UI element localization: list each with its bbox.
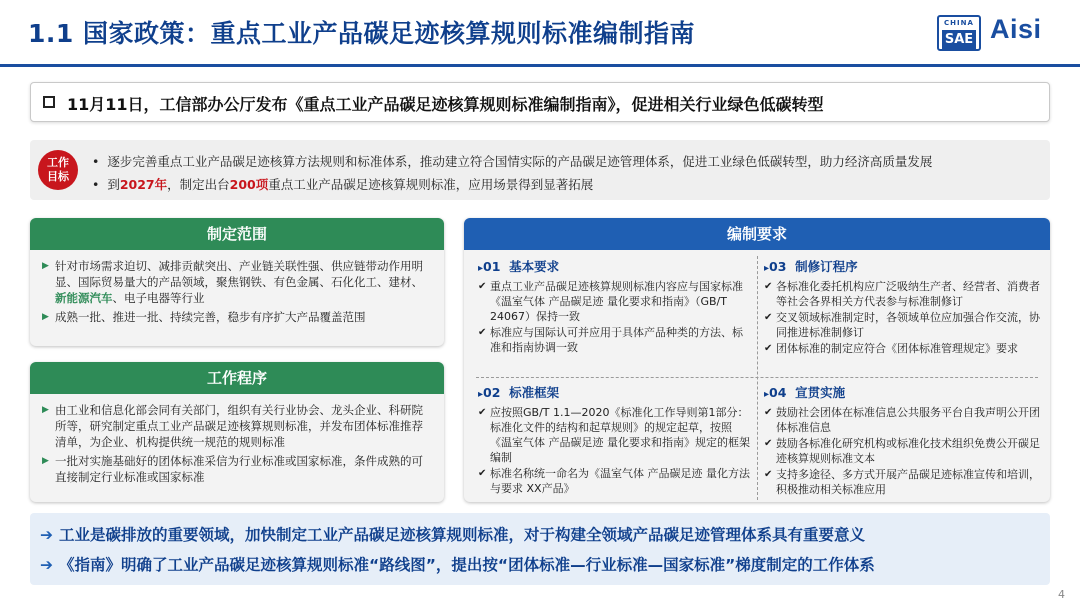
requirement-framework xyxy=(478,384,750,497)
procedure-panel xyxy=(30,362,444,502)
title-bar xyxy=(0,0,1080,66)
check-icon: ✔ xyxy=(764,312,773,323)
requirement-framework-num: 02 xyxy=(483,385,501,400)
summary-box xyxy=(30,513,1050,585)
goal-badge-line1: 工作 xyxy=(47,156,69,169)
requirement-revision-item-text: 各标准化委托机构应广泛吸纳生产者、经营者、消费者等社会各界相关方代表参与标准制修订 xyxy=(776,280,1040,308)
title-divider xyxy=(0,64,1080,67)
requirement-basic-title xyxy=(478,258,750,278)
requirement-implementation-title xyxy=(764,384,1042,404)
requirements-v-divider xyxy=(757,256,758,500)
check-icon: ✔ xyxy=(764,343,773,354)
scope-item-1 xyxy=(42,258,434,306)
goals-box xyxy=(30,140,1050,200)
triangle-bullet-icon: ▶ xyxy=(42,312,49,322)
aisi-logo: Aisi xyxy=(990,14,1042,44)
requirement-implementation-item xyxy=(764,436,1042,466)
requirement-basic-item-text: 标准应与国际认可并应用于具体产品种类的方法、标准和指南协调一致 xyxy=(490,326,743,354)
goal-line-2: • 到2027年，制定出台200项重点工业产品碳足迹核算规则标准，应用场景得到显著拓展 xyxy=(92,177,594,192)
procedure-item-1-text: 由工业和信息化部会同有关部门，组织有关行业协会、龙头企业、科研院所等，研究制定重点工业产品碳足迹核算规则标准，并发布团体标准推荐清单，为企业、机构提供统一规范的规则标准 xyxy=(55,403,423,449)
scope-item-1-post: 、电子电器等行业 xyxy=(112,291,205,305)
headline-box xyxy=(30,82,1050,122)
scope-highlight-nev: 新能源汽车 xyxy=(55,291,113,305)
triangle-bullet-icon: ▶ xyxy=(42,405,49,415)
scope-panel xyxy=(30,218,444,346)
requirement-basic-item xyxy=(478,325,750,355)
goal-line-2-post: 重点工业产品碳足迹核算规则标准，应用场景得到显著拓展 xyxy=(268,177,594,192)
goal-badge-line2: 目标 xyxy=(47,170,69,183)
summary-line-1-text: 工业是碳排放的重要领域，加快制定工业产品碳足迹核算规则标准，对于构建全领域产品碳足迹管理体系具有重要意义 xyxy=(59,526,866,544)
arrow-icon: ▸ xyxy=(478,263,484,274)
goal-year: 2027年 xyxy=(119,177,168,192)
page-number: 4 xyxy=(1058,588,1065,601)
requirement-revision-item xyxy=(764,310,1042,340)
scope-item-2-text: 成熟一批、推进一批、持续完善，稳步有序扩大产品覆盖范围 xyxy=(55,310,366,324)
requirement-framework-item xyxy=(478,466,750,496)
logo-sae-main: SAE xyxy=(942,30,976,49)
procedure-item-2-text: 一批对实施基础好的团体标准采信为行业标准或国家标准，条件成熟的可直接制定行业标准或国家标准 xyxy=(55,454,423,484)
requirement-implementation-label: 宣贯实施 xyxy=(795,385,846,400)
headline-text: 11月11日，工信部办公厅发布《重点工业产品碳足迹核算规则标准编制指南》，促进相关行业绿色低碳转型 xyxy=(67,95,824,114)
arrow-icon: ▸ xyxy=(764,263,770,274)
arrow-right-icon: ➔ xyxy=(40,556,53,574)
goal-line-1: • 逐步完善重点工业产品碳足迹核算方法规则和标准体系，推动建立符合国情实际的产品碳足迹管理体系，促进工业绿色低碳转型，助力经济高质量发展 xyxy=(92,154,933,169)
summary-line-2-text: 《指南》明确了工业产品碳足迹核算规则标准“路线图”，提出按“团体标准—行业标准—国家标准”梯度制定的工作体系 xyxy=(59,556,875,574)
check-icon: ✔ xyxy=(478,468,487,479)
requirement-implementation-item xyxy=(764,467,1042,497)
check-icon: ✔ xyxy=(764,281,773,292)
requirement-implementation-item-text: 鼓励社会团体在标准信息公共服务平台自我声明公开团体标准信息 xyxy=(776,406,1040,434)
requirement-implementation-item-text: 支持多途径、多方式开展产品碳足迹标准宣传和培训，积极推动相关标准应用 xyxy=(776,468,1040,496)
requirement-basic-num: 01 xyxy=(483,259,501,274)
check-icon: ✔ xyxy=(764,469,773,480)
scope-title: 制定范围 xyxy=(30,218,444,250)
requirement-framework-item-text: 标准名称统一命名为《温室气体 产品碳足迹 量化方法与要求 XX产品》 xyxy=(490,467,750,495)
arrow-icon: ▸ xyxy=(764,389,770,400)
goal-line-2-mid: ，制定出台 xyxy=(167,177,230,192)
check-icon: ✔ xyxy=(764,407,773,418)
arrow-icon: ▸ xyxy=(478,389,484,400)
requirement-revision-label: 制修订程序 xyxy=(795,259,858,274)
requirement-revision-item xyxy=(764,279,1042,309)
logo-sae-top: CHINA xyxy=(944,19,974,27)
check-icon: ✔ xyxy=(764,438,773,449)
requirement-revision-title xyxy=(764,258,1042,278)
check-icon: ✔ xyxy=(478,407,487,418)
requirement-framework-item xyxy=(478,405,750,465)
requirement-implementation xyxy=(764,384,1042,498)
procedure-item-1 xyxy=(42,402,434,450)
goal-badge xyxy=(38,150,78,190)
requirement-framework-label: 标准框架 xyxy=(509,385,560,400)
procedure-item-2 xyxy=(42,453,434,485)
requirements-title: 编制要求 xyxy=(464,218,1050,250)
requirement-basic-item xyxy=(478,279,750,324)
requirement-revision xyxy=(764,258,1042,357)
check-icon: ✔ xyxy=(478,327,487,338)
procedure-title: 工作程序 xyxy=(30,362,444,394)
requirement-revision-item-text: 团体标准的制定应符合《团体标准管理规定》要求 xyxy=(776,342,1018,355)
triangle-bullet-icon: ▶ xyxy=(42,261,49,271)
china-sae-logo xyxy=(937,15,981,51)
requirement-basic-item-text: 重点工业产品碳足迹核算规则标准内容应与国家标准《温室气体 产品碳足迹 量化要求和指南》（GB/T 24067）保持一致 xyxy=(490,280,743,323)
square-bullet-icon xyxy=(43,96,55,108)
goal-count: 200项 xyxy=(229,177,269,192)
check-icon: ✔ xyxy=(478,281,487,292)
scope-item-1-pre: 针对市场需求迫切、减排贡献突出、产业链关联性强、供应链带动作用明显、国际贸易量大的产品领域，聚焦钢铁、有色金属、石化化工、建材、 xyxy=(55,259,423,289)
requirement-basic xyxy=(478,258,750,356)
triangle-bullet-icon: ▶ xyxy=(42,456,49,466)
requirement-revision-num: 03 xyxy=(769,259,787,274)
goal-line-1-text: 逐步完善重点工业产品碳足迹核算方法规则和标准体系，推动建立符合国情实际的产品碳足迹管理体系，促进工业绿色低碳转型，助力经济高质量发展 xyxy=(107,154,933,169)
requirement-revision-item-text: 交叉领域标准制定时，各领域单位应加强合作交流，协同推进标准制修订 xyxy=(776,311,1040,339)
requirement-implementation-item xyxy=(764,405,1042,435)
requirement-implementation-item-text: 鼓励各标准化研究机构或标准化技术组织免费公开碳足迹核算规则标准文本 xyxy=(776,437,1040,465)
arrow-right-icon: ➔ xyxy=(40,526,53,544)
requirement-framework-item-text: 应按照GB/T 1.1—2020《标准化工作导则第1部分：标准化文件的结构和起草规则》的规定起草，按照《温室气体 产品碳足迹 量化要求和指南》规定的框架编制 xyxy=(490,406,750,464)
requirement-basic-label: 基本要求 xyxy=(509,259,560,274)
goal-line-2-pre: 到 xyxy=(107,177,120,192)
requirement-framework-title xyxy=(478,384,750,404)
requirement-revision-item xyxy=(764,341,1042,356)
summary-line-1 xyxy=(40,523,865,545)
page-title: 1.1 国家政策：重点工业产品碳足迹核算规则标准编制指南 xyxy=(28,19,695,48)
scope-item-2 xyxy=(42,309,434,325)
requirement-implementation-num: 04 xyxy=(769,385,787,400)
summary-line-2 xyxy=(40,553,875,575)
